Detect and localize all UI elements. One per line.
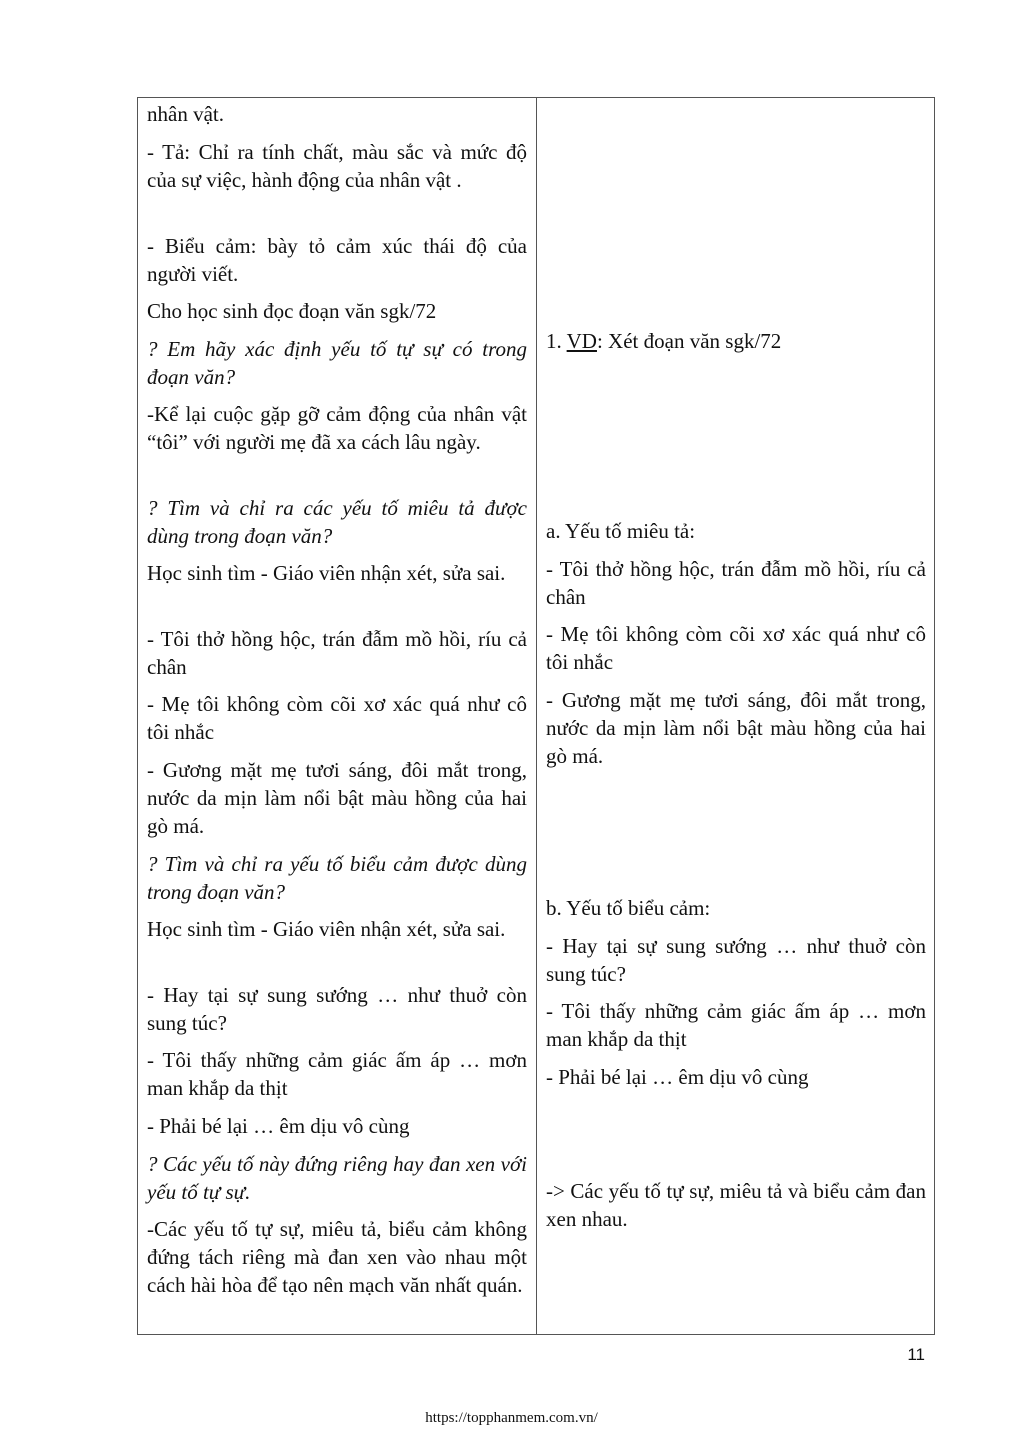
left-paragraph: -Các yếu tố tự sự, miêu tả, biểu cảm không đứng tách riêng mà đan xen vào nhau một cách hài hòa để tạo nên mạch văn nhất quán. bbox=[147, 1217, 527, 1297]
left-paragraph: -Kể lại cuộc gặp gỡ cảm động của nhân vật “tôi” với người mẹ đã xa cách lâu ngày. bbox=[147, 402, 527, 454]
lesson-table bbox=[137, 97, 935, 1335]
right-paragraph: - Mẹ tôi không còm cõi xơ xác quá như cô tôi nhắc bbox=[546, 622, 926, 674]
right-paragraph: - Hay tại sự sung sướng … như thuở còn sung túc? bbox=[546, 934, 926, 986]
right-paragraph: - Gương mặt mẹ tươi sáng, đôi mắt trong, nước da mịn làm nổi bật màu hồng của hai gò má. bbox=[546, 688, 926, 768]
left-question: ? Tìm và chỉ ra yếu tố biểu cảm được dùng trong đoạn văn? bbox=[147, 852, 527, 904]
left-paragraph: - Tôi thấy những cảm giác ấm áp … mơn man khắp da thịt bbox=[147, 1048, 527, 1100]
example-rest: : Xét đoạn văn sgk/72 bbox=[596, 329, 782, 353]
left-question: ? Em hãy xác định yếu tố tự sự có trong đoạn văn? bbox=[147, 337, 527, 389]
column-divider bbox=[536, 98, 537, 1334]
right-paragraph: a. Yếu tố miêu tả: bbox=[546, 519, 696, 543]
left-paragraph: - Mẹ tôi không còm cõi xơ xác quá như cô tôi nhắc bbox=[147, 692, 527, 744]
left-paragraph: nhân vật. bbox=[147, 102, 224, 126]
right-paragraph: -> Các yếu tố tự sự, miêu tả và biểu cảm đan xen nhau. bbox=[546, 1179, 926, 1231]
left-paragraph: Học sinh tìm - Giáo viên nhận xét, sửa sai. bbox=[147, 917, 506, 941]
left-paragraph: - Biểu cảm: bày tỏ cảm xúc thái độ của người viết. bbox=[147, 234, 527, 286]
example-prefix: 1. bbox=[546, 329, 567, 353]
left-paragraph: - Tả: Chỉ ra tính chất, màu sắc và mức độ của sự việc, hành động của nhân vật . bbox=[147, 140, 527, 192]
left-paragraph: Cho học sinh đọc đoạn văn sgk/72 bbox=[147, 299, 437, 323]
example-label: VD bbox=[566, 329, 597, 353]
right-paragraph: b. Yếu tố biểu cảm: bbox=[546, 896, 711, 920]
left-question: ? Tìm và chỉ ra các yếu tố miêu tả được dùng trong đoạn văn? bbox=[147, 496, 527, 548]
left-paragraph: - Tôi thở hồng hộc, trán đẫm mồ hồi, ríu cả chân bbox=[147, 627, 527, 679]
left-paragraph: Học sinh tìm - Giáo viên nhận xét, sửa sai. bbox=[147, 561, 506, 585]
example-heading bbox=[546, 327, 926, 355]
left-question: ? Các yếu tố này đứng riêng hay đan xen với yếu tố tự sự. bbox=[147, 1152, 527, 1204]
right-paragraph: - Phải bé lại … êm dịu vô cùng bbox=[546, 1065, 809, 1089]
right-paragraph: - Tôi thở hồng hộc, trán đẫm mồ hồi, ríu cả chân bbox=[546, 557, 926, 609]
page-number: 11 bbox=[907, 1345, 925, 1364]
left-paragraph: - Gương mặt mẹ tươi sáng, đôi mắt trong, nước da mịn làm nổi bật màu hồng của hai gò má. bbox=[147, 758, 527, 838]
right-paragraph: - Tôi thấy những cảm giác ấm áp … mơn man khắp da thịt bbox=[546, 999, 926, 1051]
left-paragraph: - Hay tại sự sung sướng … như thuở còn sung túc? bbox=[147, 983, 527, 1035]
footer-url[interactable]: https://topphanmem.com.vn/ bbox=[425, 1410, 598, 1426]
left-paragraph: - Phải bé lại … êm dịu vô cùng bbox=[147, 1114, 410, 1138]
